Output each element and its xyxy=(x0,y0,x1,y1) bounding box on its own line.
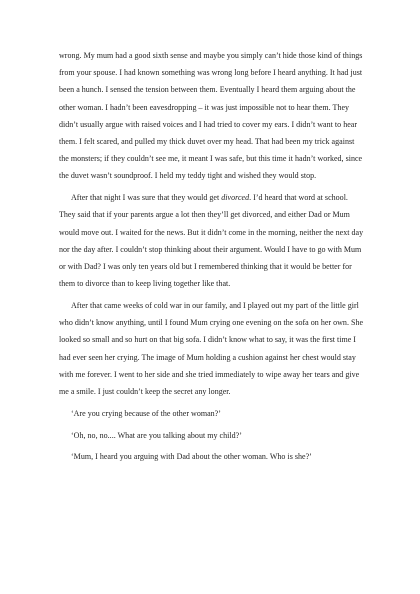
dialogue-line-3: ‘Mum, I heard you arguing with Dad about the other woman. Who is she?’ xyxy=(71,452,312,462)
paragraph-3: After that came weeks of cold war in our family, and I played out my part of the little girl who didn’t know anything, until I found Mum crying one evening on the sofa on her own. She looked so small and so hurt on that big sofa. I didn’t know what to say, it was the first time I had ever seen her crying. The image of Mum holding a cushion against her chest would stay with me forever. I went to her side and she tried immediately to wipe away her tears and give me a smile. I just couldn’t keep the secret any longer. xyxy=(59,301,364,397)
paragraph-2-text-end: . I’d heard that word at school. They said that if your parents argue a lot then they’ll get divorced, and either Dad or Mum would move out. I waited for the news. But it didn’t come in the morning, neither the next day nor the day after. I couldn’t stop thinking about their argument. Would I have to go with Mum or with Dad? I was only ten years old but I remembered thinking that it would be better for them to divorce than to keep living together like that. xyxy=(59,193,364,289)
paragraph-2-text-start: After that night I was sure that they would get xyxy=(71,193,222,203)
dialogue-line-2: ‘Oh, no, no.... What are you talking about my child?’ xyxy=(71,430,242,440)
paragraph-2 xyxy=(59,189,366,292)
dialogue-line-1: ‘Are you crying because of the other woman?’ xyxy=(71,408,221,418)
paragraph-1: wrong. My mum had a good sixth sense and maybe you simply can’t hide those kind of things from your spouse. I had known something was wrong long before I heard anything. It had just been a hunch. I sensed the tension between them. Eventually I heard them arguing about the other woman. I hadn’t been eavesdropping – it was just impossible not to hear them. They didn’t usually argue with raised voices and I had tried to cover my ears. I didn’t want to hear them. I felt scared, and pulled my thick duvet over my head. That had been my trick against the monsters; if they couldn’t see me, it meant I was safe, but this time it hadn’t worked, since the duvet wasn’t soundproof. I held my teddy tight and wished they would stop. xyxy=(59,51,363,181)
paragraph-2-italic-word: divorced xyxy=(221,193,250,203)
